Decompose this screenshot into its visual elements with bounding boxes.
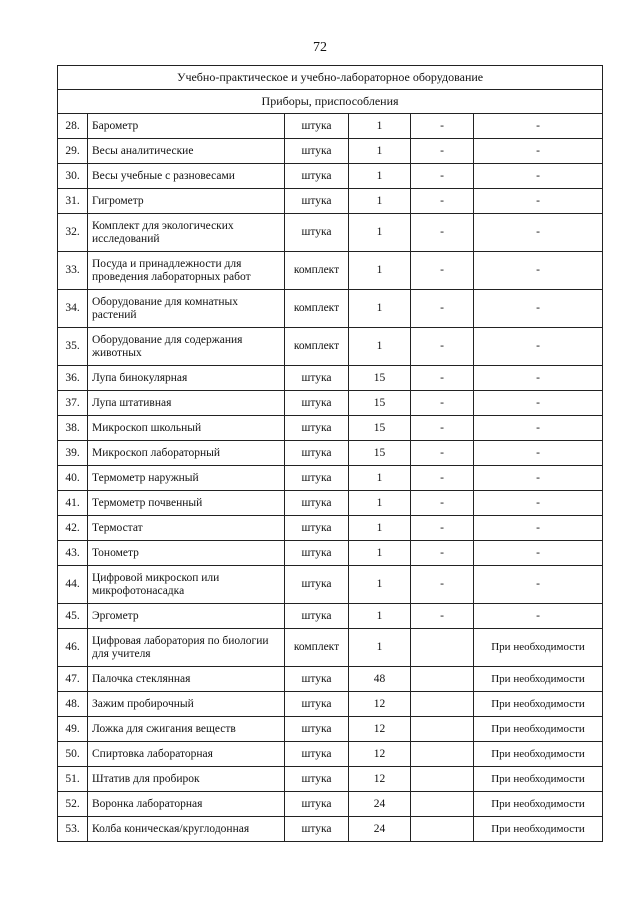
- item-name: Спиртовка лабораторная: [88, 742, 285, 767]
- row-number: 30.: [58, 164, 88, 189]
- item-quantity: 1: [349, 214, 411, 252]
- item-quantity: 1: [349, 164, 411, 189]
- item-col6: -: [411, 391, 474, 416]
- item-quantity: 12: [349, 742, 411, 767]
- row-number: 52.: [58, 792, 88, 817]
- item-name: Лупа бинокулярная: [88, 366, 285, 391]
- item-col6: -: [411, 541, 474, 566]
- table-row: [58, 817, 603, 842]
- row-number: 51.: [58, 767, 88, 792]
- item-col6: -: [411, 516, 474, 541]
- row-number: 32.: [58, 214, 88, 252]
- row-number: 31.: [58, 189, 88, 214]
- item-col7: -: [474, 541, 603, 566]
- item-unit: штука: [285, 566, 349, 604]
- table-row: [58, 139, 603, 164]
- item-quantity: 1: [349, 466, 411, 491]
- item-name: Колба коническая/круглодонная: [88, 817, 285, 842]
- item-quantity: 12: [349, 767, 411, 792]
- table-row: [58, 491, 603, 516]
- item-quantity: 1: [349, 290, 411, 328]
- table-row: [58, 416, 603, 441]
- item-quantity: 1: [349, 491, 411, 516]
- item-unit: штука: [285, 692, 349, 717]
- table-row: [58, 566, 603, 604]
- item-name: Термостат: [88, 516, 285, 541]
- item-col7: -: [474, 416, 603, 441]
- item-quantity: 1: [349, 252, 411, 290]
- row-number: 45.: [58, 604, 88, 629]
- row-number: 53.: [58, 817, 88, 842]
- row-number: 28.: [58, 114, 88, 139]
- row-number: 33.: [58, 252, 88, 290]
- item-col6: -: [411, 566, 474, 604]
- item-col7: При необходимости: [474, 629, 603, 667]
- table-row: [58, 692, 603, 717]
- item-col7: -: [474, 516, 603, 541]
- item-unit: штука: [285, 164, 349, 189]
- item-name: Барометр: [88, 114, 285, 139]
- subsection-header-row: [58, 90, 603, 114]
- item-unit: комплект: [285, 290, 349, 328]
- item-name: Лупа штативная: [88, 391, 285, 416]
- item-col7: -: [474, 604, 603, 629]
- item-col6: -: [411, 491, 474, 516]
- item-unit: штука: [285, 516, 349, 541]
- row-number: 39.: [58, 441, 88, 466]
- equipment-table-body: [58, 66, 603, 842]
- item-col7: -: [474, 214, 603, 252]
- item-quantity: 12: [349, 717, 411, 742]
- item-col7: -: [474, 164, 603, 189]
- row-number: 48.: [58, 692, 88, 717]
- item-col7: При необходимости: [474, 767, 603, 792]
- item-unit: штука: [285, 214, 349, 252]
- item-quantity: 1: [349, 604, 411, 629]
- table-row: [58, 541, 603, 566]
- row-number: 44.: [58, 566, 88, 604]
- row-number: 34.: [58, 290, 88, 328]
- item-col7: При необходимости: [474, 742, 603, 767]
- table-row: [58, 189, 603, 214]
- item-name: Зажим пробирочный: [88, 692, 285, 717]
- item-col7: -: [474, 328, 603, 366]
- table-row: [58, 366, 603, 391]
- table-row: [58, 114, 603, 139]
- item-quantity: 15: [349, 441, 411, 466]
- item-name: Тонометр: [88, 541, 285, 566]
- item-unit: штука: [285, 366, 349, 391]
- item-col6: -: [411, 290, 474, 328]
- item-col6: -: [411, 416, 474, 441]
- item-unit: штука: [285, 717, 349, 742]
- row-number: 36.: [58, 366, 88, 391]
- row-number: 42.: [58, 516, 88, 541]
- item-unit: штука: [285, 441, 349, 466]
- item-col6: -: [411, 164, 474, 189]
- row-number: 43.: [58, 541, 88, 566]
- item-col7: При необходимости: [474, 792, 603, 817]
- item-quantity: 1: [349, 629, 411, 667]
- row-number: 37.: [58, 391, 88, 416]
- table-row: [58, 290, 603, 328]
- item-unit: штука: [285, 604, 349, 629]
- item-col7: -: [474, 114, 603, 139]
- table-row: [58, 466, 603, 491]
- item-col6: -: [411, 466, 474, 491]
- item-col6: [411, 767, 474, 792]
- item-col7: -: [474, 441, 603, 466]
- row-number: 35.: [58, 328, 88, 366]
- table-row: [58, 767, 603, 792]
- table-row: [58, 214, 603, 252]
- item-name: Штатив для пробирок: [88, 767, 285, 792]
- item-col6: [411, 667, 474, 692]
- table-row: [58, 717, 603, 742]
- item-quantity: 15: [349, 366, 411, 391]
- row-number: 40.: [58, 466, 88, 491]
- item-quantity: 1: [349, 566, 411, 604]
- item-col7: При необходимости: [474, 692, 603, 717]
- item-col6: -: [411, 604, 474, 629]
- item-quantity: 1: [349, 541, 411, 566]
- equipment-table: [57, 65, 603, 842]
- item-col6: [411, 742, 474, 767]
- item-name: Гигрометр: [88, 189, 285, 214]
- page-number: 72: [313, 40, 327, 55]
- item-col6: [411, 629, 474, 667]
- table-row: [58, 391, 603, 416]
- table-row: [58, 164, 603, 189]
- item-name: Термометр почвенный: [88, 491, 285, 516]
- item-name: Ложка для сжигания веществ: [88, 717, 285, 742]
- item-col6: [411, 792, 474, 817]
- item-name: Комплект для экологических исследований: [88, 214, 285, 252]
- table-row: [58, 252, 603, 290]
- item-unit: штука: [285, 139, 349, 164]
- item-unit: штука: [285, 817, 349, 842]
- item-quantity: 1: [349, 189, 411, 214]
- item-name: Цифровой микроскоп или микрофотонасадка: [88, 566, 285, 604]
- item-col6: [411, 817, 474, 842]
- item-name: Весы учебные с разновесами: [88, 164, 285, 189]
- item-col7: При необходимости: [474, 717, 603, 742]
- item-col7: -: [474, 139, 603, 164]
- item-unit: штука: [285, 742, 349, 767]
- item-col6: [411, 717, 474, 742]
- item-quantity: 15: [349, 416, 411, 441]
- item-quantity: 15: [349, 391, 411, 416]
- item-unit: штука: [285, 189, 349, 214]
- item-name: Цифровая лаборатория по биологии для учителя: [88, 629, 285, 667]
- item-quantity: 1: [349, 516, 411, 541]
- item-col7: -: [474, 290, 603, 328]
- item-name: Термометр наружный: [88, 466, 285, 491]
- item-unit: штука: [285, 114, 349, 139]
- item-col6: -: [411, 328, 474, 366]
- item-name: Посуда и принадлежности для проведения лабораторных работ: [88, 252, 285, 290]
- item-col6: -: [411, 441, 474, 466]
- row-number: 50.: [58, 742, 88, 767]
- item-name: Палочка стеклянная: [88, 667, 285, 692]
- row-number: 47.: [58, 667, 88, 692]
- table-row: [58, 441, 603, 466]
- item-col6: -: [411, 114, 474, 139]
- item-quantity: 1: [349, 139, 411, 164]
- row-number: 46.: [58, 629, 88, 667]
- item-col7: -: [474, 466, 603, 491]
- item-unit: комплект: [285, 252, 349, 290]
- item-name: Микроскоп лабораторный: [88, 441, 285, 466]
- item-unit: штука: [285, 466, 349, 491]
- table-row: [58, 742, 603, 767]
- table-row: [58, 629, 603, 667]
- item-col7: -: [474, 252, 603, 290]
- item-col7: -: [474, 391, 603, 416]
- table-row: [58, 516, 603, 541]
- item-name: Оборудование для содержания животных: [88, 328, 285, 366]
- item-unit: штука: [285, 391, 349, 416]
- item-name: Эргометр: [88, 604, 285, 629]
- item-unit: штука: [285, 541, 349, 566]
- row-number: 41.: [58, 491, 88, 516]
- item-col6: [411, 692, 474, 717]
- row-number: 38.: [58, 416, 88, 441]
- item-quantity: 1: [349, 328, 411, 366]
- item-unit: штука: [285, 767, 349, 792]
- section-title: Учебно-практическое и учебно-лабораторное оборудование: [58, 66, 603, 90]
- row-number: 29.: [58, 139, 88, 164]
- item-name: Воронка лабораторная: [88, 792, 285, 817]
- item-col6: -: [411, 214, 474, 252]
- item-col6: -: [411, 189, 474, 214]
- section-header-row: [58, 66, 603, 90]
- item-name: Микроскоп школьный: [88, 416, 285, 441]
- item-unit: штука: [285, 667, 349, 692]
- item-col6: -: [411, 139, 474, 164]
- item-quantity: 1: [349, 114, 411, 139]
- item-col7: -: [474, 566, 603, 604]
- item-col6: -: [411, 366, 474, 391]
- item-col7: -: [474, 189, 603, 214]
- table-row: [58, 328, 603, 366]
- table-row: [58, 604, 603, 629]
- item-name: Оборудование для комнатных растений: [88, 290, 285, 328]
- table-row: [58, 667, 603, 692]
- row-number: 49.: [58, 717, 88, 742]
- item-quantity: 24: [349, 792, 411, 817]
- table-row: [58, 792, 603, 817]
- item-col6: -: [411, 252, 474, 290]
- item-unit: штука: [285, 491, 349, 516]
- item-col7: При необходимости: [474, 667, 603, 692]
- item-quantity: 48: [349, 667, 411, 692]
- item-col7: -: [474, 491, 603, 516]
- item-col7: -: [474, 366, 603, 391]
- item-unit: штука: [285, 416, 349, 441]
- item-quantity: 24: [349, 817, 411, 842]
- item-unit: штука: [285, 792, 349, 817]
- item-unit: комплект: [285, 629, 349, 667]
- item-col7: При необходимости: [474, 817, 603, 842]
- item-quantity: 12: [349, 692, 411, 717]
- item-name: Весы аналитические: [88, 139, 285, 164]
- item-unit: комплект: [285, 328, 349, 366]
- subsection-title: Приборы, приспособления: [58, 90, 603, 114]
